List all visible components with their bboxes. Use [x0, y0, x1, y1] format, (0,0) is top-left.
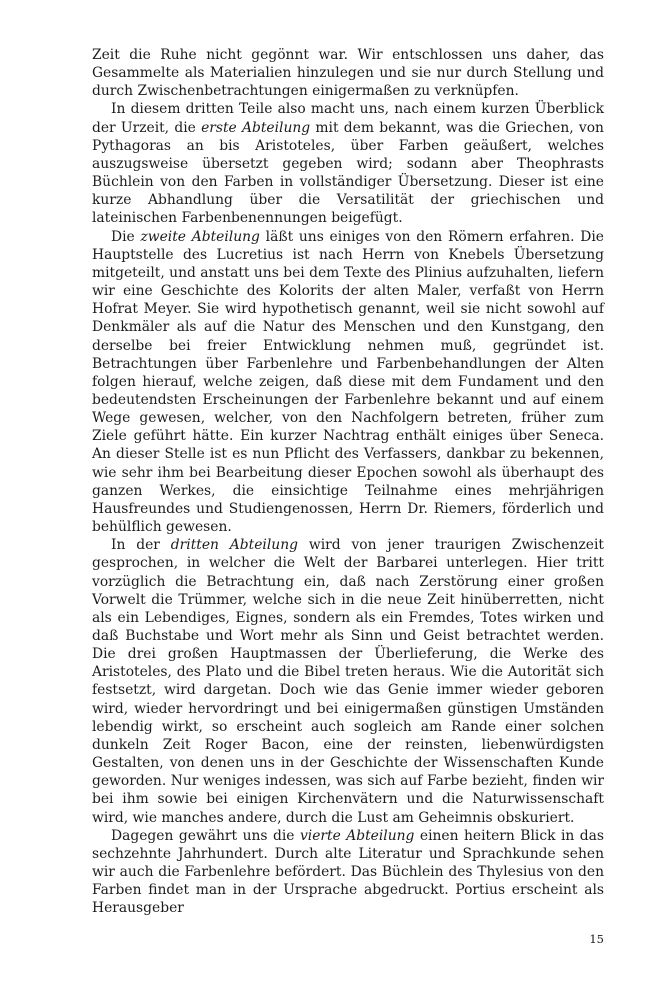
paragraph-4-text-b: wird von jener traurigen Zwischenzeit gesprochen, in welcher die Welt der Barbarei unterlegen. Hier tritt vorzüglich die Betrachtung ein, daß nach Zerstörung einer großen Vorwelt die Trümmer, welche sich in die neue Zeit hinüberretten, nicht als ein Lebendiges, Eignes, sondern als ein Fremdes, Totes wirken und daß Buchstabe und Wort mehr als Sinn und Geist betrachtet werden. Die drei großen Hauptmassen der Überlieferung, die Werke des Aristoteles, des Plato und die Bibel treten heraus. Wie die Autorität sich festsetzt, wird dargetan. Doch wie das Genie immer wieder geboren wird, wieder hervordringt und bei einigermaßen günstigen Umständen lebendig wirkt, so erscheint auch sogleich am Rande einer solchen dunkeln Zeit Roger Bacon, eine der reinsten, liebenwürdigsten Gestalten, von denen uns in der Geschichte der Wissenschaften Kunde geworden. Nur weniges indessen, was sich auf Farbe bezieht, finden wir bei ihm sowie bei einigen Kirchenvätern und die Naturwissenschaft wird, wie manches andere, durch die Lust am Geheimnis obskuriert.	[92, 537, 604, 826]
page-body	[92, 46, 604, 918]
paragraph-1-text: Zeit die Ruhe nicht gegönnt war. Wir entschlossen uns daher, das Gesammelte als Materialien hinzulegen und sie nur durch Stellung und durch Zwischenbetrachtungen einigermaßen zu verknüpfen.	[92, 47, 604, 100]
paragraph-3-text-a: Die	[111, 228, 141, 245]
paragraph-2-text-b: mit dem bekannt, was die Griechen, von Pythagoras an bis Aristoteles, über Farben geäußert, welches auszugsweise übersetzt gegeben wird; sodann aber Theophrasts Büchlein von den Farben in vollständiger Übersetzung. Dieser ist eine kurze Abhandlung über die Versatilität der griechischen und lateinischen Farbenbenennungen beigefügt.	[92, 119, 604, 227]
paragraph-4	[92, 536, 604, 827]
paragraph-3-text-b: läßt uns einiges von den Römern erfahren. Die Hauptstelle des Lucretius ist nach Herrn von Knebels Übersetzung mitgeteilt, und anstatt uns bei dem Texte des Plinius aufzuhalten, liefern wir eine Geschichte des Kolorits der alten Maler, verfaßt von Herrn Hofrat Meyer. Sie wird hypothetisch genannt, weil sie nicht sowohl auf Denkmäler als auf die Natur des Menschen und den Kunstgang, den derselbe bei freier Entwicklung nehmen muß, gegründet ist. Betrachtungen über Farbenlehre und Farbenbehandlungen der Alten folgen hierauf, welche zeigen, daß diese mit dem Fundament und den bedeutendsten Erscheinungen der Farbenlehre bekannt und auf einem Wege gewesen, welcher, von den Nachfolgern betreten, früher zum Ziele geführt hätte. Ein kurzer Nachtrag enthält einiges über Seneca. An dieser Stelle ist es nun Pflicht des Verfassers, dankbar zu bekennen, wie sehr ihm bei Bearbeitung dieser Epochen sowohl als überhaupt des ganzen Werkes, die einsichtige Teilnahme eines mehrjährigen Hausfreundes und Studiengenossen, Herrn Dr. Riemers, förderlich und behülflich gewesen.	[92, 228, 605, 536]
paragraph-2-emphasis: erste Abteilung	[201, 119, 311, 136]
paragraph-2-text-a: In diesem dritten Teile also macht uns, nach einem kurzen Überblick der Urzeit, die	[92, 101, 604, 136]
paragraph-4-emphasis: dritten Abteilung	[170, 537, 298, 554]
page-number: 15	[589, 932, 604, 946]
paragraph-5	[92, 827, 604, 918]
paragraph-5-text-b: einen heitern Blick in das sechzehnte Jahrhundert. Durch alte Literatur und Sprachkunde sehen wir auch die Farbenlehre befördert. Das Büchlein des Thylesius von den Farben findet man in der Ursprache abgedruckt. Portius erscheint als Herausgeber	[92, 827, 604, 917]
paragraph-3	[92, 228, 604, 537]
paragraph-4-text-a: In der	[111, 537, 171, 554]
paragraph-3-emphasis: zweite Abteilung	[140, 228, 260, 245]
paragraph-1	[92, 46, 604, 100]
paragraph-5-text-a: Dagegen gewährt uns die	[111, 827, 300, 844]
paragraph-2	[92, 100, 604, 227]
paragraph-5-emphasis: vierte Abteilung	[299, 827, 415, 844]
